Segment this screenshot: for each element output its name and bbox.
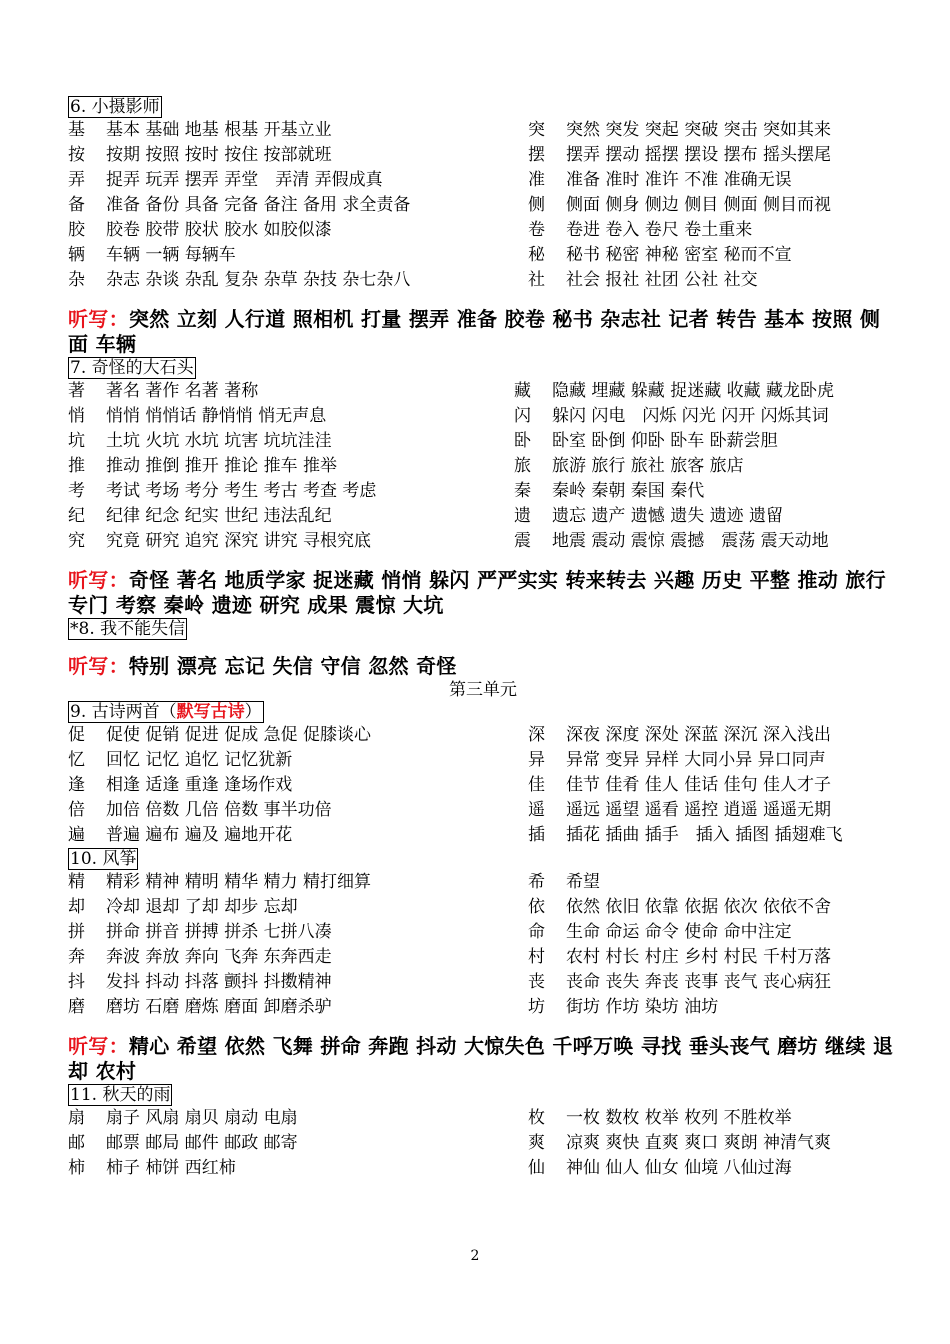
lesson-11-title: 11. 秋天的雨	[70, 1085, 171, 1105]
vocab-row	[68, 798, 528, 823]
vocab-character: 纪	[68, 506, 85, 526]
vocab-row	[68, 723, 528, 748]
vocab-words: 躲闪 闪电 闪烁 闪光 闪开 闪烁其词	[552, 406, 829, 426]
dictation-words: 突然 立刻 人行道 照相机 打量 摆弄 准备 胶卷 秘书 杂志社 记者 转告 基本 按照 侧面 车辆	[68, 307, 881, 356]
vocab-words: 卷进 卷入 卷尺 卷土重来	[566, 220, 753, 240]
vocab-words: 深夜 深度 深处 深蓝 深沉 深入浅出	[566, 725, 832, 745]
vocab-words: 凉爽 爽快 直爽 爽口 爽朗 神清气爽	[566, 1133, 832, 1153]
lesson-11-right-column	[528, 1106, 898, 1181]
vocab-words: 杂志 杂谈 杂乱 复杂 杂草 杂技 杂七杂八	[106, 270, 411, 290]
vocab-words: 悄悄 悄悄话 静悄悄 悄无声息	[106, 406, 327, 426]
vocab-row	[528, 268, 898, 293]
vocab-row	[528, 798, 898, 823]
vocab-words: 纪律 纪念 纪实 世纪 违法乱纪	[106, 506, 332, 526]
vocab-character: 促	[68, 725, 85, 745]
lesson-10-right-column	[528, 870, 898, 1020]
vocab-words: 神仙 仙人 仙女 仙境 八仙过海	[566, 1158, 792, 1178]
vocab-words: 秘书 秘密 神秘 密室 秘而不宣	[566, 245, 792, 265]
vocab-words: 准备 备份 具备 完备 备注 备用 求全责备	[106, 195, 411, 215]
vocab-words: 遗忘 遗产 遗憾 遗失 遗迹 遗留	[552, 506, 784, 526]
vocab-words: 促使 促销 促进 促成 急促 促膝谈心	[106, 725, 372, 745]
vocab-row	[528, 723, 898, 748]
vocab-words: 扇子 风扇 扇贝 扇动 电扇	[106, 1108, 298, 1128]
vocab-character: 突	[528, 120, 545, 140]
vocab-row	[68, 479, 514, 504]
vocab-character: 枚	[528, 1108, 545, 1128]
lesson-10-dictation	[68, 1034, 898, 1084]
lesson-8-dictation	[68, 654, 898, 679]
lesson-6-title: 6. 小摄影师	[70, 97, 160, 117]
vocab-words: 突然 突发 突起 突破 突击 突如其来	[566, 120, 832, 140]
vocab-words: 推动 推倒 推开 推论 推车 推举	[106, 456, 338, 476]
vocab-words: 插花 插曲 插手 插入 插图 插翅难飞	[566, 825, 843, 845]
vocab-words: 精彩 精神 精明 精华 精力 精打细算	[106, 872, 372, 892]
vocab-character: 卷	[528, 220, 545, 240]
vocab-character: 坑	[68, 431, 85, 451]
vocab-row	[68, 118, 528, 143]
vocab-character: 扇	[68, 1108, 85, 1128]
dictation-label: 听写：	[68, 1034, 129, 1058]
vocab-row	[528, 970, 898, 995]
vocab-words: 街坊 作坊 染坊 油坊	[566, 997, 719, 1017]
lesson-6-left-column	[68, 118, 528, 293]
lesson-6-vocab	[68, 118, 898, 293]
vocab-character: 依	[528, 897, 545, 917]
vocab-words: 究竟 研究 追究 深究 讲究 寻根究底	[106, 531, 372, 551]
vocab-row	[528, 870, 898, 895]
lesson-9-title-prefix: 9. 古诗两首（	[70, 702, 177, 722]
vocab-character: 秘	[528, 245, 545, 265]
vocab-row	[514, 404, 898, 429]
vocab-words: 卧室 卧倒 仰卧 卧车 卧薪尝胆	[552, 431, 778, 451]
lesson-11-left-column	[68, 1106, 528, 1181]
vocab-character: 村	[528, 947, 545, 967]
vocab-character: 磨	[68, 997, 85, 1017]
vocab-row	[528, 193, 898, 218]
vocab-character: 侧	[528, 195, 545, 215]
vocab-character: 丧	[528, 972, 545, 992]
vocab-words: 冷却 退却 了却 却步 忘却	[106, 897, 298, 917]
lesson-6-right-column	[528, 118, 898, 293]
vocab-words: 邮票 邮局 邮件 邮政 邮寄	[106, 1133, 298, 1153]
vocab-character: 社	[528, 270, 545, 290]
vocab-words: 按期 按照 按时 按住 按部就班	[106, 145, 332, 165]
vocab-row	[528, 1131, 898, 1156]
vocab-words: 基本 基础 地基 根基 开基立业	[106, 120, 332, 140]
dictation-label: 听写：	[68, 307, 129, 331]
unit-3-title: 第三单元	[449, 680, 517, 700]
vocab-words: 生命 命运 命令 使命 命中注定	[566, 922, 792, 942]
vocab-words: 佳节 佳肴 佳人 佳话 佳句 佳人才子	[566, 775, 832, 795]
lesson-7-title: 7. 奇怪的大石头	[70, 358, 194, 378]
vocab-character: 奔	[68, 947, 85, 967]
vocab-character: 推	[68, 456, 85, 476]
vocab-words: 地震 震动 震惊 震撼 震荡 震天动地	[552, 531, 829, 551]
vocab-words: 旅游 旅行 旅社 旅客 旅店	[552, 456, 744, 476]
vocab-row	[68, 995, 528, 1020]
dictation-words: 奇怪 著名 地质学家 捉迷藏 悄悄 躲闪 严严实实 转来转去 兴趣 历史 平整 推动 旅行 专门 考察 秦岭 遗迹 研究 成果 震惊 大坑	[68, 568, 886, 617]
lesson-10-left-column	[68, 870, 528, 1020]
vocab-row	[68, 218, 528, 243]
vocab-row	[68, 748, 528, 773]
lesson-7-left-column	[68, 379, 514, 554]
vocab-row	[68, 454, 514, 479]
page-number: 2	[470, 1248, 480, 1264]
vocab-words: 异常 变异 异样 大同小异 异口同声	[566, 750, 826, 770]
vocab-character: 遗	[514, 506, 531, 526]
vocab-row	[68, 529, 514, 554]
vocab-row	[528, 920, 898, 945]
vocab-words: 车辆 一辆 每辆车	[106, 245, 236, 265]
vocab-row	[514, 379, 898, 404]
vocab-row	[514, 454, 898, 479]
vocab-character: 遥	[528, 800, 545, 820]
vocab-row	[528, 243, 898, 268]
vocab-character: 希	[528, 872, 545, 892]
vocab-words: 丧命 丧失 奔丧 丧事 丧气 丧心病狂	[566, 972, 832, 992]
vocab-row	[528, 748, 898, 773]
vocab-character: 拼	[68, 922, 85, 942]
vocab-character: 胶	[68, 220, 85, 240]
vocab-row	[68, 1156, 528, 1181]
vocab-row	[528, 995, 898, 1020]
vocab-words: 准备 准时 准许 不准 准确无误	[566, 170, 792, 190]
vocab-character: 邮	[68, 1133, 85, 1153]
vocab-row	[68, 268, 528, 293]
vocab-words: 加倍 倍数 几倍 倍数 事半功倍	[106, 800, 332, 820]
vocab-words: 希望	[566, 872, 600, 892]
vocab-character: 插	[528, 825, 545, 845]
vocab-row	[68, 773, 528, 798]
lesson-9-right-column	[528, 723, 898, 848]
vocab-words: 考试 考场 考分 考生 考古 考查 考虑	[106, 481, 377, 501]
vocab-character: 按	[68, 145, 85, 165]
vocab-character: 悄	[68, 406, 85, 426]
lesson-9-vocab	[68, 723, 898, 848]
vocab-row	[514, 504, 898, 529]
vocab-character: 备	[68, 195, 85, 215]
vocab-row	[68, 1106, 528, 1131]
vocab-character: 杂	[68, 270, 85, 290]
vocab-character: 倍	[68, 800, 85, 820]
vocab-words: 普遍 遍布 遍及 遍地开花	[106, 825, 293, 845]
vocab-character: 秦	[514, 481, 531, 501]
vocab-row	[528, 773, 898, 798]
vocab-character: 却	[68, 897, 85, 917]
vocab-row	[528, 218, 898, 243]
vocab-words: 磨坊 石磨 磨炼 磨面 卸磨杀驴	[106, 997, 332, 1017]
vocab-words: 遥远 遥望 遥看 遥控 逍遥 遥遥无期	[566, 800, 832, 820]
vocab-character: 坊	[528, 997, 545, 1017]
vocab-row	[528, 1156, 898, 1181]
vocab-row	[68, 429, 514, 454]
vocab-character: 摆	[528, 145, 545, 165]
vocab-row	[68, 1131, 528, 1156]
vocab-words: 农村 村长 村庄 乡村 村民 千村万落	[566, 947, 832, 967]
vocab-row	[528, 143, 898, 168]
vocab-character: 柿	[68, 1158, 85, 1178]
lesson-9-title	[68, 701, 264, 723]
vocab-character: 异	[528, 750, 545, 770]
vocab-character: 命	[528, 922, 545, 942]
vocab-words: 柿子 柿饼 西红柿	[106, 1158, 236, 1178]
dictation-label: 听写：	[68, 568, 129, 592]
vocab-character: 忆	[68, 750, 85, 770]
vocab-row	[68, 823, 528, 848]
vocab-character: 闪	[514, 406, 531, 426]
vocab-character: 考	[68, 481, 85, 501]
vocab-character: 弄	[68, 170, 85, 190]
dictation-label: 听写：	[68, 654, 129, 678]
vocab-row	[68, 193, 528, 218]
lesson-11-vocab	[68, 1106, 898, 1181]
vocab-words: 一枚 数枚 枚举 枚列 不胜枚举	[566, 1108, 792, 1128]
vocab-words: 奔波 奔放 奔向 飞奔 东奔西走	[106, 947, 332, 967]
vocab-words: 拼命 拼音 拼搏 拼杀 七拼八凑	[106, 922, 332, 942]
lesson-8-title: *8. 我不能失信	[70, 619, 186, 639]
vocab-row	[68, 143, 528, 168]
lesson-9-left-column	[68, 723, 528, 848]
lesson-9-title-suffix: ）	[244, 702, 262, 722]
lesson-7-dictation	[68, 568, 898, 618]
vocab-row	[514, 529, 898, 554]
vocab-words: 侧面 侧身 侧边 侧目 侧面 侧目而视	[566, 195, 832, 215]
vocab-row	[68, 243, 528, 268]
vocab-row	[528, 823, 898, 848]
vocab-words: 著名 著作 名著 著称	[106, 381, 259, 401]
vocab-row	[68, 920, 528, 945]
vocab-character: 准	[528, 170, 545, 190]
vocab-character: 精	[68, 872, 85, 892]
vocab-row	[68, 168, 528, 193]
vocab-character: 爽	[528, 1133, 545, 1153]
vocab-character: 佳	[528, 775, 545, 795]
vocab-character: 震	[514, 531, 531, 551]
vocab-row	[68, 504, 514, 529]
vocab-words: 依然 依旧 依靠 依据 依次 依依不舍	[566, 897, 832, 917]
vocab-row	[528, 118, 898, 143]
vocab-row	[514, 479, 898, 504]
vocab-character: 藏	[514, 381, 531, 401]
vocab-row	[68, 379, 514, 404]
vocab-words: 胶卷 胶带 胶状 胶水 如胶似漆	[106, 220, 332, 240]
vocab-character: 基	[68, 120, 85, 140]
lesson-7-right-column	[514, 379, 898, 554]
vocab-words: 隐藏 埋藏 躲藏 捉迷藏 收藏 藏龙卧虎	[552, 381, 835, 401]
vocab-character: 逢	[68, 775, 85, 795]
lesson-10-vocab	[68, 870, 898, 1020]
vocab-row	[68, 870, 528, 895]
vocab-row	[528, 895, 898, 920]
lesson-6-dictation	[68, 307, 898, 357]
vocab-words: 相逢 适逢 重逢 逢场作戏	[106, 775, 293, 795]
vocab-words: 回忆 记忆 追忆 记忆犹新	[106, 750, 293, 770]
vocab-character: 旅	[514, 456, 531, 476]
vocab-row	[68, 895, 528, 920]
lesson-10-title: 10. 风筝	[70, 849, 137, 869]
dictation-words: 特别 漂亮 忘记 失信 守信 忽然 奇怪	[128, 654, 457, 678]
vocab-character: 辆	[68, 245, 85, 265]
vocab-row	[68, 945, 528, 970]
vocab-words: 捉弄 玩弄 摆弄 弄堂 弄清 弄假成真	[106, 170, 383, 190]
vocab-character: 遍	[68, 825, 85, 845]
vocab-words: 秦岭 秦朝 秦国 秦代	[552, 481, 705, 501]
vocab-character: 仙	[528, 1158, 545, 1178]
vocab-row	[528, 945, 898, 970]
vocab-character: 著	[68, 381, 85, 401]
vocab-row	[68, 970, 528, 995]
vocab-character: 究	[68, 531, 85, 551]
vocab-character: 深	[528, 725, 545, 745]
vocab-words: 社会 报社 社团 公社 社交	[566, 270, 758, 290]
lesson-9-title-note: 默写古诗	[176, 702, 245, 722]
vocab-character: 卧	[514, 431, 531, 451]
lesson-7-vocab	[68, 379, 898, 554]
vocab-row	[528, 168, 898, 193]
vocab-row	[514, 429, 898, 454]
dictation-words: 精心 希望 依然 飞舞 拼命 奔跑 抖动 大惊失色 千呼万唤 寻找 垂头丧气 磨坊 继续 退却 农村	[68, 1034, 894, 1083]
vocab-words: 摆弄 摆动 摇摆 摆设 摆布 摇头摆尾	[566, 145, 832, 165]
vocab-row	[528, 1106, 898, 1131]
vocab-character: 抖	[68, 972, 85, 992]
vocab-row	[68, 404, 514, 429]
vocab-words: 土坑 火坑 水坑 坑害 坑坑洼洼	[106, 431, 332, 451]
document-page	[68, 96, 898, 1181]
vocab-words: 发抖 抖动 抖落 颤抖 抖擞精神	[106, 972, 332, 992]
